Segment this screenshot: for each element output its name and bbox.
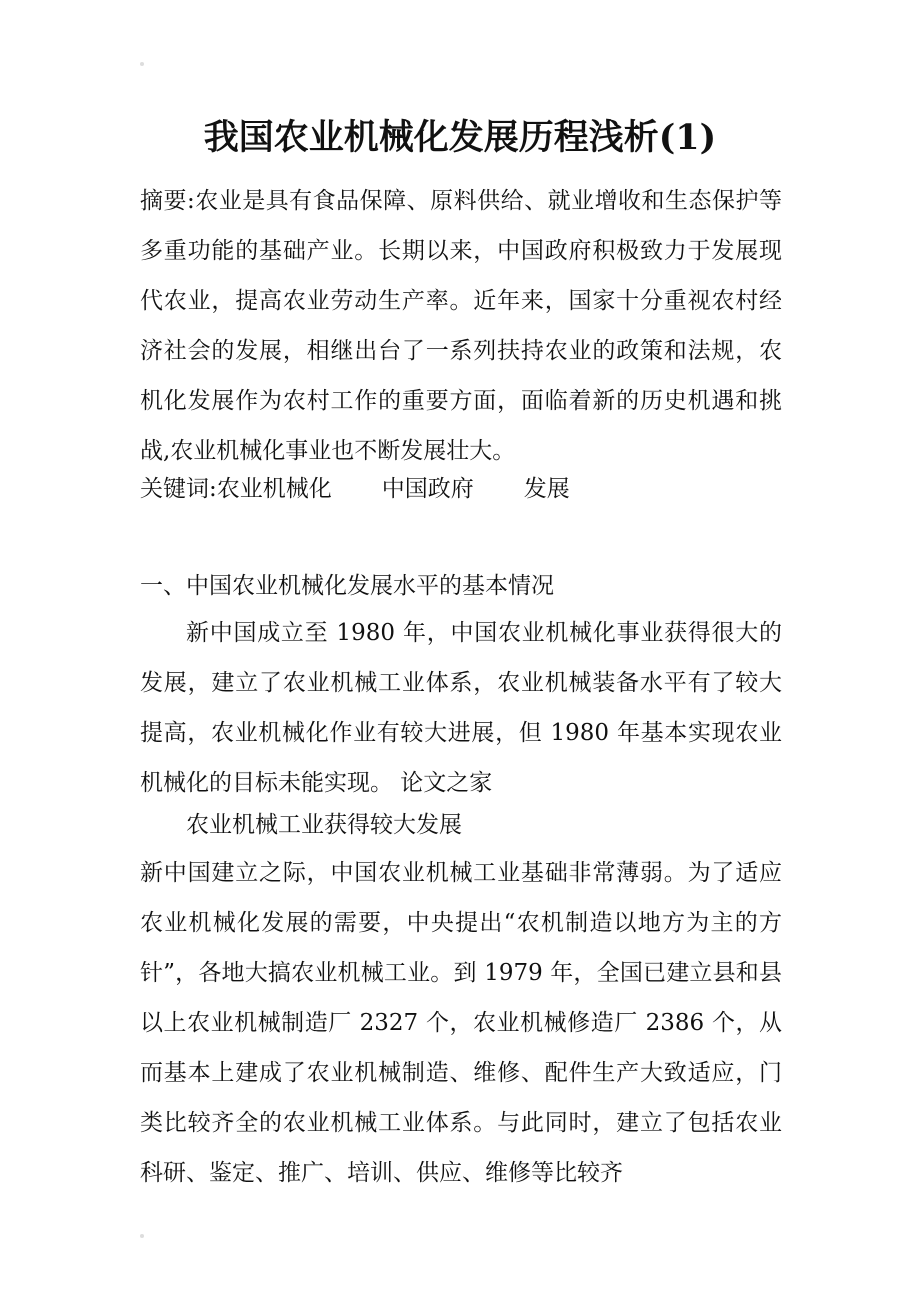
document-title: 我国农业机械化发展历程浅析(1) bbox=[203, 117, 717, 158]
keywords-line bbox=[140, 464, 782, 514]
abstract-paragraph: 摘要:农业是具有食品保障、原料供给、就业增收和生态保护等多重功能的基础产业。长期以来，中国政府积极致力于发展现代农业，提高农业劳动生产率。近年来，国家十分重视农村经济社会的发展，相继出台了一系列扶持农业的政策和法规，农机化发展作为农村工作的重要方面，面临着新的历史机遇和挑战,农业机械化事业也不断发展壮大。 bbox=[140, 188, 782, 464]
keyword-item: 中国政府 bbox=[381, 476, 474, 502]
keyword-item: 发展 bbox=[523, 476, 570, 502]
body-paragraph-1: 新中国成立至 1980 年，中国农业机械化事业获得很大的发展，建立了农业机械工业体系，农业机械装备水平有了较大提高，农业机械化作业有较大进展，但 1980 年基本实现农业机械化的目标未能实现。 论文之家 bbox=[140, 620, 782, 796]
corner-mark-bottom bbox=[140, 1234, 144, 1238]
body-paragraph-2: 新中国建立之际，中国农业机械工业基础非常薄弱。为了适应农业机械化发展的需要，中央提出“农机制造以地方为主的方针”，各地大搞农业机械工业。到 1979 年，全国已建立县和县以上农业机械制造厂 2327 个，农业机械修造厂 2386 个，从而基本上建成了农业机械制造、维修、配件生产大致适应，门类比较齐全的农业机械工业体系。与此同时，建立了包括农业科研、鉴定、推广、培训、供应、维修等比较齐 bbox=[140, 860, 782, 1186]
section-heading: 一、中国农业机械化发展水平的基本情况 bbox=[140, 573, 554, 599]
corner-mark-top bbox=[140, 62, 144, 66]
keywords-label: 关键词: bbox=[140, 476, 217, 502]
keyword-item: 农业机械化 bbox=[216, 476, 332, 502]
subsection-heading: 农业机械工业获得较大发展 bbox=[186, 812, 462, 838]
